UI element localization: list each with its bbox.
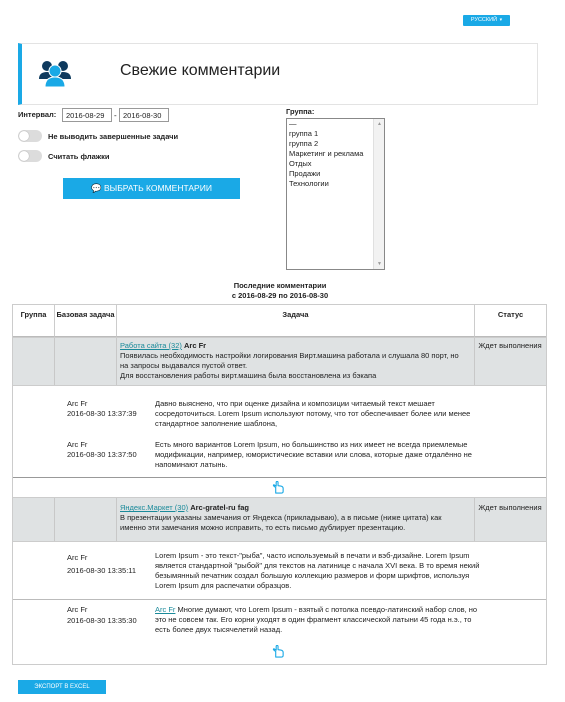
language-dropdown[interactable] — [463, 15, 510, 26]
base-task-cell — [55, 338, 117, 385]
header-task: Задача — [117, 305, 475, 337]
comment-date: 2016-08-30 13:35:30 — [67, 616, 137, 625]
comment-line: Давно выяснено, что при оценке дизайна и композиции читаемый текст мешает — [155, 399, 435, 408]
comment-line: модификации, например, юмористические вставки или слова, которые даже отдалённо не — [155, 450, 472, 459]
table-bottom-line — [13, 664, 546, 665]
date-separator: - — [114, 111, 117, 120]
task-desc-line: именно эти замечания можно исправить, то есть письмо дублирует презентацию. — [120, 523, 406, 532]
comment-date: 2016-08-30 13:37:50 — [67, 450, 137, 459]
toggle-count-flags-label: Считать флажки — [48, 152, 110, 161]
chevron-down-icon: ▾ — [499, 17, 503, 23]
scrollbar[interactable] — [373, 119, 384, 269]
select-comments-label: ВЫБРАТЬ КОММЕНТАРИИ — [104, 183, 212, 193]
comment-author: Arc Fr — [67, 399, 88, 408]
group-option[interactable]: группа 1 — [289, 129, 319, 138]
toggle-hide-completed-label: Не выводить завершенные задачи — [48, 132, 179, 141]
header-group: Группа — [13, 305, 55, 337]
comment-line: Lorem Ipsum для распечатки образцов. — [155, 581, 292, 590]
task-desc-line: Для восстановления работы вирт.машина была восстановлена из бэкапа — [120, 371, 377, 380]
task-title: Arc Fr — [183, 341, 207, 350]
group-option[interactable]: Технологии — [289, 179, 329, 188]
group-option[interactable]: Маркетинг и реклама — [289, 149, 364, 158]
comment-line: стандартное заполнение шаблона, — [155, 419, 278, 428]
group-cell — [13, 498, 55, 541]
comments-table — [12, 304, 547, 665]
group-cell — [13, 338, 55, 385]
base-task-cell — [55, 498, 117, 541]
comment-line: является стандартной "рыбой" для текстов на латинице с начала XVI века. В то время некий — [155, 561, 480, 570]
comment-text — [155, 440, 495, 470]
task-link[interactable]: Яндекс.Маркет (30) — [120, 503, 189, 512]
task-description — [120, 503, 442, 533]
block-separator — [13, 477, 546, 478]
status-text: Ждет выполнения — [478, 503, 542, 512]
group-option[interactable]: группа 2 — [289, 139, 319, 148]
header-status: Статус — [475, 305, 546, 337]
select-comments-button[interactable] — [63, 178, 240, 199]
comment-line: сосредоточиться. Lorem Ipsum используют потому, что тот обеспечивает более или менее — [155, 409, 471, 418]
date-from-input[interactable] — [62, 108, 112, 122]
comment-text — [155, 605, 495, 635]
task-desc-line: Появилась необходимость настройки логирования Вирт.машина работала и слушала 80 порт, но — [120, 351, 459, 360]
toggle-hide-completed[interactable] — [18, 130, 42, 142]
interval-label: Интервал: — [18, 110, 57, 119]
page-header — [18, 43, 538, 105]
toggle-knob — [19, 151, 29, 161]
comment-author: Arc Fr — [67, 605, 88, 614]
group-option[interactable]: Продажи — [289, 169, 321, 178]
users-icon — [38, 57, 72, 87]
comment-text — [155, 551, 495, 591]
task-title: Arc-gratel-ru fag — [190, 503, 249, 512]
report-title-line2: с 2016-08-29 по 2016-08-30 — [231, 291, 329, 300]
language-label: РУССКИЙ — [470, 17, 498, 23]
date-to-input[interactable] — [119, 108, 169, 122]
group-label: Группа: — [286, 107, 315, 116]
comment-author: Arc Fr — [67, 553, 88, 562]
export-excel-button[interactable]: ЭКСПОРТ В EXCEL — [18, 680, 106, 694]
task-link[interactable]: Работа сайта (32) — [120, 341, 182, 350]
page-title: Свежие комментарии — [120, 62, 281, 79]
comment-author-link[interactable]: Arc Fr — [155, 605, 176, 614]
report-title — [180, 281, 380, 301]
header-base-task: Базовая задача — [55, 305, 117, 337]
comment-date: 2016-08-30 13:37:39 — [67, 409, 137, 418]
task-description — [120, 341, 459, 381]
comments-icon: 💬 — [91, 183, 102, 193]
task-row — [13, 497, 546, 542]
task-row — [13, 337, 546, 386]
comment-line: это не совсем так. Его корни уходят в один фрагмент классической латыни 45 года н.э., то — [155, 615, 472, 624]
group-option[interactable]: Отдых — [289, 159, 312, 168]
task-desc-line: на запросы выдавался пустой ответ. — [120, 361, 248, 370]
comment-line: Многие думают, что Lorem Ipsum - взятый с потолка псевдо-латинский набор слов, но — [175, 605, 478, 614]
comment-line: напоминают латынь. — [155, 460, 228, 469]
pointing-hand-icon[interactable] — [272, 645, 285, 658]
comment-separator — [13, 599, 546, 600]
comment-date: 2016-08-30 13:35:11 — [67, 566, 137, 575]
scroll-up-icon[interactable]: ▲ — [377, 121, 382, 127]
comment-line: есть более двух тысячелетий назад. — [155, 625, 283, 634]
pointing-hand-icon[interactable] — [272, 481, 285, 494]
group-listbox[interactable] — [286, 118, 385, 270]
comment-text — [155, 399, 495, 429]
toggle-knob — [19, 131, 29, 141]
comment-line: безымянный печатник создал большую коллекцию размеров и форм шрифтов, используя — [155, 571, 470, 580]
comment-line: Lorem Ipsum - это текст-"рыба", часто используемый в печати и вэб-дизайне. Lorem Ipsum — [155, 551, 470, 560]
comment-line: Есть много вариантов Lorem Ipsum, но большинство из них имеет не всегда приемлемые — [155, 440, 468, 449]
task-desc-line: В презентации указаны замечания от Яндекса (прикладываю), а в письме (ниже цитата) как — [120, 513, 442, 522]
group-option[interactable]: — — [289, 119, 297, 128]
comment-author: Arc Fr — [67, 440, 88, 449]
status-text: Ждет выполнения — [478, 341, 542, 350]
scroll-down-icon[interactable]: ▼ — [377, 261, 382, 267]
report-title-line1: Последние комментарии — [233, 281, 327, 290]
toggle-count-flags[interactable] — [18, 150, 42, 162]
